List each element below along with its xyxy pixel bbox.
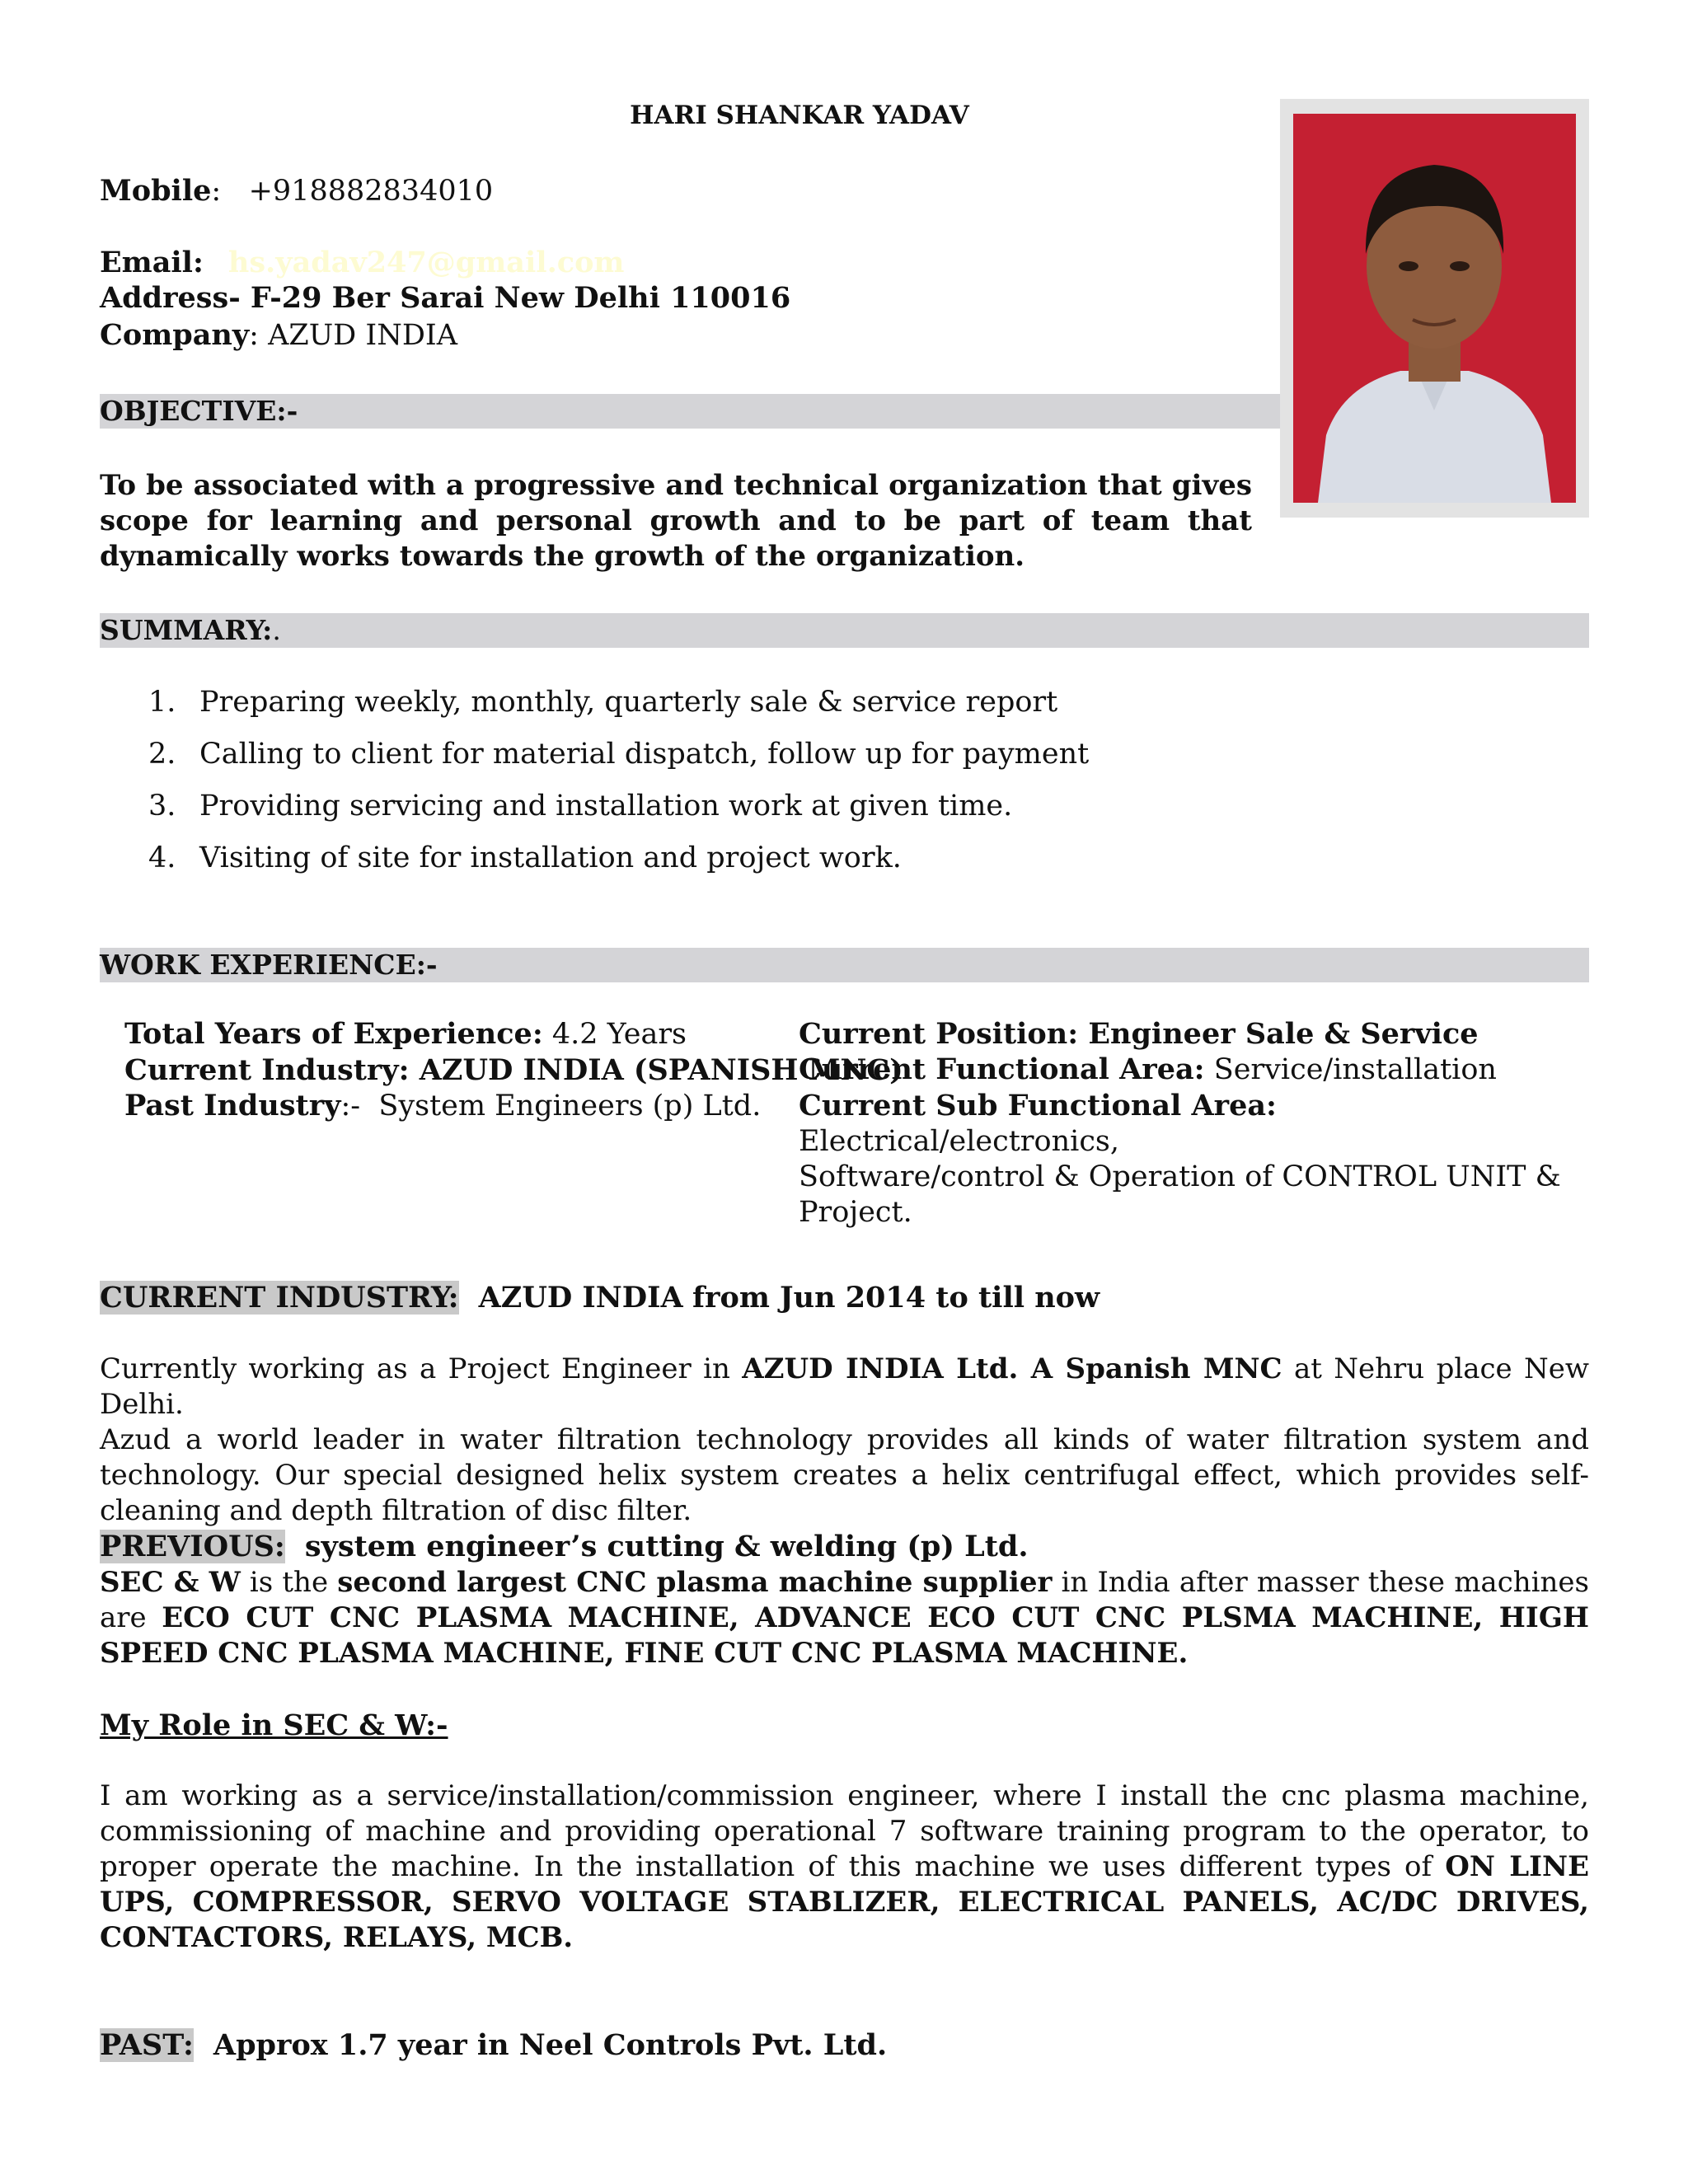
previous-heading: PREVIOUS: <box>100 1530 285 1563</box>
summary-heading: SUMMARY: <box>100 614 273 646</box>
role-heading: My Role in SEC & W:- <box>100 1708 448 1742</box>
mobile-label: Mobile <box>100 174 212 208</box>
objective-heading: OBJECTIVE:- <box>100 395 298 427</box>
work-experience-heading: WORK EXPERIENCE:- <box>100 949 438 981</box>
past-line: PAST: Approx 1.7 year in Neel Controls Pvt. Ltd. <box>100 2028 888 2062</box>
photo-background <box>1293 114 1576 503</box>
current-industry-period: from Jun 2014 to till now <box>692 1281 1100 1315</box>
list-item: 1. Preparing weekly, monthly, quarterly sale & service report <box>148 686 1058 719</box>
company-line: Company: AZUD INDIA <box>100 318 457 352</box>
mobile-value: +918882834010 <box>248 175 494 208</box>
person-silhouette <box>1293 114 1576 503</box>
previous-line: PREVIOUS: system engineer’s cutting & welding (p) Ltd. <box>100 1530 1029 1563</box>
summary-bar: SUMMARY:. <box>100 613 1589 648</box>
past-heading: PAST: <box>100 2028 194 2062</box>
current-industry-heading: CURRENT INDUSTRY: <box>100 1281 459 1315</box>
email-value[interactable]: hs.yadav247@gmail.com <box>227 246 625 279</box>
experience-right-column: Current Position: Engineer Sale & Service Current Functional Area: Service/installation Current Sub Functional Area: Electrical/electronics, Software/control & Operation of CONTROL UNIT & Project. <box>799 1017 1561 1229</box>
experience-left-column: Total Years of Experience: 4.2 Years Current Industry: AZUD INDIA (SPANISH MNC) Past Industry:- System Engineers (p) Ltd. <box>124 1017 903 1122</box>
role-description: I am working as a service/installation/commission engineer, where I install the cnc plasma machine, commissioning of machine and providing operational 7 software training program to the operator, to proper operate the machine. In the installation of this machine we uses different types of ON LINE UPS, COMPRESSOR, SERVO VOLTAGE STABLIZER, ELECTRICAL PANELS, AC/DC DRIVES, CONTACTORS, RELAYS, MCB. <box>100 1779 1589 1954</box>
list-item: 3. Providing servicing and installation work at given time. <box>148 790 1013 823</box>
objective-bar <box>100 394 1280 429</box>
previous-description: SEC & W is the second largest CNC plasma machine supplier in India after masser these machines are ECO CUT CNC PLASMA MACHINE, ADVANCE ECO CUT CNC PLSMA MACHINE, HIGH SPEED CNC PLASMA MACHINE, FINE CUT CNC PLASMA MACHINE. <box>100 1566 1589 1670</box>
current-industry-line: CURRENT INDUSTRY: AZUD INDIA <box>100 1281 683 1315</box>
profile-photo <box>1280 99 1589 518</box>
summary-list <box>148 684 1089 892</box>
candidate-name: HARI SHANKAR YADAV <box>630 101 969 130</box>
work-experience-bar <box>100 948 1589 982</box>
current-industry-description: Currently working as a Project Engineer in AZUD INDIA Ltd. A Spanish MNC at Nehru place New Delhi. Azud a world leader in water filtration technology provides all kinds of water filtration system and technology. Our special designed helix system creates a helix centrifugal effect, which provides self-cleaning and depth filtration of disc filter. <box>100 1352 1589 1527</box>
objective-text: To be associated with a progressive and technical organization that gives scope for learning and personal growth and to be part of team that dynamically works towards the growth of the organization. <box>100 469 1252 573</box>
company-label: Company <box>100 318 250 352</box>
mobile-line: Mobile: +918882834010 <box>100 174 494 208</box>
company-value: AZUD INDIA <box>268 319 457 352</box>
email-line <box>100 245 624 281</box>
email-label: Email: <box>100 246 204 279</box>
list-item: 4. Visiting of site for installation and project work. <box>148 841 902 874</box>
address: Address- F-29 Ber Sarai New Delhi 110016 <box>100 281 791 315</box>
list-item: 2. Calling to client for material dispatch, follow up for payment <box>148 738 1090 771</box>
